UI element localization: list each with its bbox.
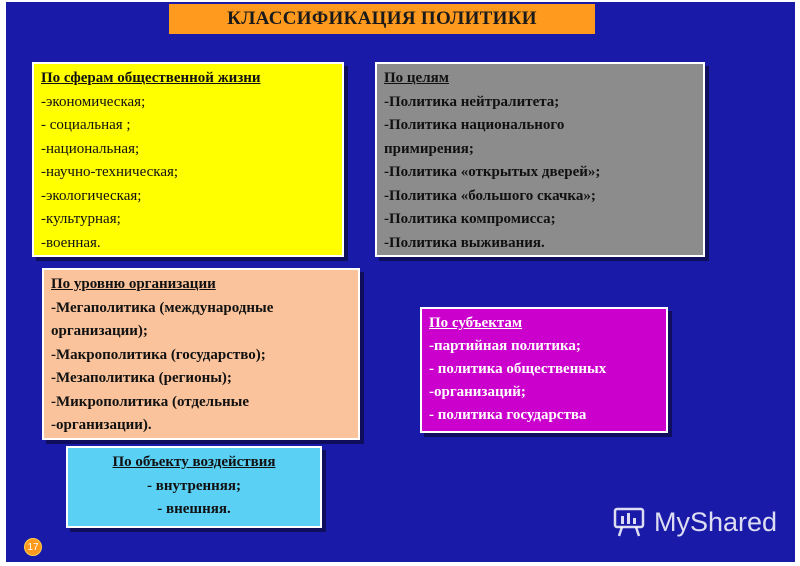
list-item: -Политика компромисса; [384, 211, 556, 227]
list-item: -организаций; [429, 384, 526, 400]
list-item: -культурная; [41, 211, 121, 227]
list-item: -национальная; [41, 140, 140, 157]
goals-list [384, 91, 696, 256]
logo-text: MyShared [654, 506, 778, 537]
slide-number-badge: 17 [24, 538, 42, 556]
subjects-box [420, 307, 668, 433]
subjects-list [429, 335, 659, 427]
list-item: -организации). [51, 417, 152, 433]
list-item: -экологическая; [41, 187, 142, 204]
objects-list [75, 475, 313, 522]
list-item: -Политика выживания. [384, 234, 545, 251]
list-item: - внутренняя; [146, 477, 242, 494]
levels-heading: По уровню организации [51, 276, 216, 292]
list-item: примирения; [384, 140, 474, 157]
list-item: -Макрополитика (государство); [51, 346, 266, 363]
list-item: - социальная ; [41, 117, 131, 133]
list-item: -Политика «большого скачка»; [384, 187, 596, 204]
spheres-heading: По сферам общественной жизни [41, 70, 261, 86]
list-item: -научно-техническая; [41, 164, 179, 180]
goals-heading: По целям [384, 70, 449, 86]
objects-box [66, 446, 322, 528]
subjects-heading: По субъектам [429, 315, 523, 331]
levels-list [51, 297, 351, 438]
list-item: -экономическая; [41, 93, 146, 110]
slide-title: КЛАССИФИКАЦИЯ ПОЛИТИКИ [169, 4, 595, 34]
list-item: -Политика «открытых дверей»; [384, 164, 601, 180]
myshared-logo [612, 502, 777, 542]
levels-box [42, 268, 360, 440]
presentation-board-icon [612, 505, 646, 539]
list-item: - политика общественных [429, 361, 607, 377]
list-item: - политика государства [429, 407, 587, 423]
objects-heading: По объекту воздействия [112, 454, 276, 470]
goals-box [375, 62, 705, 257]
list-item: -Мезаполитика (регионы); [51, 370, 232, 386]
list-item: -Политика национального [384, 117, 565, 133]
list-item: -Политика нейтралитета; [384, 93, 560, 110]
spheres-box [32, 62, 344, 257]
slide [6, 2, 795, 562]
list-item: - внешняя. [157, 501, 231, 517]
list-item: -военная. [41, 234, 101, 251]
list-item: -Микрополитика (отдельные [51, 393, 250, 410]
list-item: -Мегаполитика (международные организации); [51, 299, 274, 339]
spheres-list [41, 91, 335, 256]
list-item: -партийная политика; [429, 338, 581, 354]
